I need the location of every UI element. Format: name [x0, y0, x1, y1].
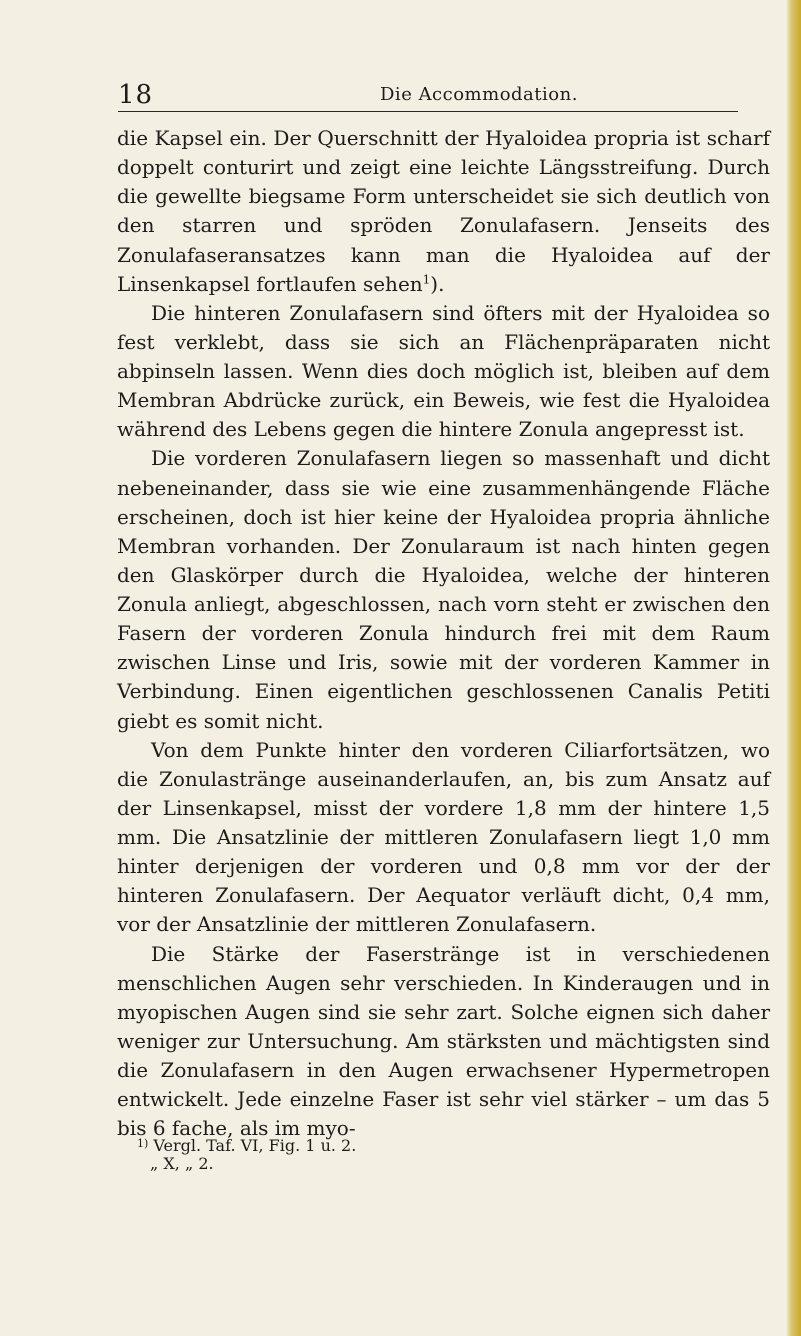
header-rule — [118, 111, 738, 112]
paragraph-4: Von dem Punkte hinter den vorderen Ciliarfortsätzen, wo die Zonulastränge auseinanderlaufen, an, bis zum Ansatz auf der Linsenkapsel, misst der vordere 1,8 mm der hintere 1,5 mm. Die Ansatzlinie der mittleren Zonulafasern liegt 1,0 mm hinter derjenigen der vorderen und 0,8 mm vor der der hinteren Zonulafasern. Der Aequator verläuft dicht, 0,4 mm, vor der Ansatzlinie der mittleren Zonulafasern. — [117, 737, 770, 937]
paragraph-tail: ). — [430, 271, 445, 296]
paragraph-5: Die Stärke der Faserstränge ist in verschiedenen menschlichen Augen sehr verschieden. In Kinderaugen und in myopischen Augen sind sie sehr zart. Solche eignen sich daher weniger zur Untersuchung. Am stärksten und mächtigsten sind die Zonulafasern in den Augen erwachsener Hypermetropen entwickelt. Jede einzelne Faser ist sehr viel stärker – um das 5 bis 6 fache, als im myo- — [117, 941, 770, 1141]
footnotes — [137, 1135, 637, 1173]
body-text — [117, 124, 770, 1143]
paragraph-2: Die hinteren Zonulafasern sind öfters mit der Hyaloidea so fest verklebt, dass sie sich an Flächenpräparaten nicht abpinseln lassen. Wenn dies doch möglich ist, bleiben auf dem Membran Abdrücke zurück, ein Beweis, wie fest die Hyaloidea während des Lebens gegen die hintere Zonula angepresst ist. — [117, 300, 770, 442]
footnote-1-continued — [137, 1155, 637, 1173]
running-title: Die Accommodation. — [380, 84, 578, 105]
paragraph-3: Die vorderen Zonulafasern liegen so massenhaft und dicht nebeneinander, dass sie wie eine zusammenhängende Fläche erscheinen, doch ist hier keine der Hyaloidea propria ähnliche Membran vorhanden. Der Zonularaum ist nach hinten gegen den Glaskörper durch die Hyaloidea, welche der hinteren Zonula anliegt, abgeschlossen, nach vorn steht er zwischen den Fasern der vorderen Zonula hindurch frei mit dem Raum zwischen Linse und Iris, sowie mit der vorderen Kammer in Verbindung. Einen eigentlichen geschlossenen Canalis Petiti giebt es somit nicht. — [117, 446, 770, 733]
footnote-mark: 1) — [137, 1137, 149, 1150]
footnote-1 — [137, 1135, 637, 1155]
page-edge-strip — [787, 0, 801, 1336]
page-header — [118, 80, 738, 110]
footnote-text: „ X, „ 2. — [150, 1154, 214, 1173]
paragraph-1 — [117, 124, 770, 299]
footnote-text: Vergl. Taf. VI, Fig. 1 u. 2. — [153, 1136, 357, 1155]
paragraph-text: die Kapsel ein. Der Querschnitt der Hyaloidea propria ist scharf doppelt conturirt und zeigt eine leichte Längsstreifung. Durch die gewellte biegsame Form unterscheidet sie sich deutlich von den starren und spröden Zonulafasern. Jenseits des Zonulafaseransatzes kann man die Hyaloidea auf der Linsenkapsel fortlaufen sehen — [117, 126, 770, 296]
footnote-ref[interactable]: 1 — [422, 271, 431, 286]
page-number: 18 — [118, 80, 154, 110]
